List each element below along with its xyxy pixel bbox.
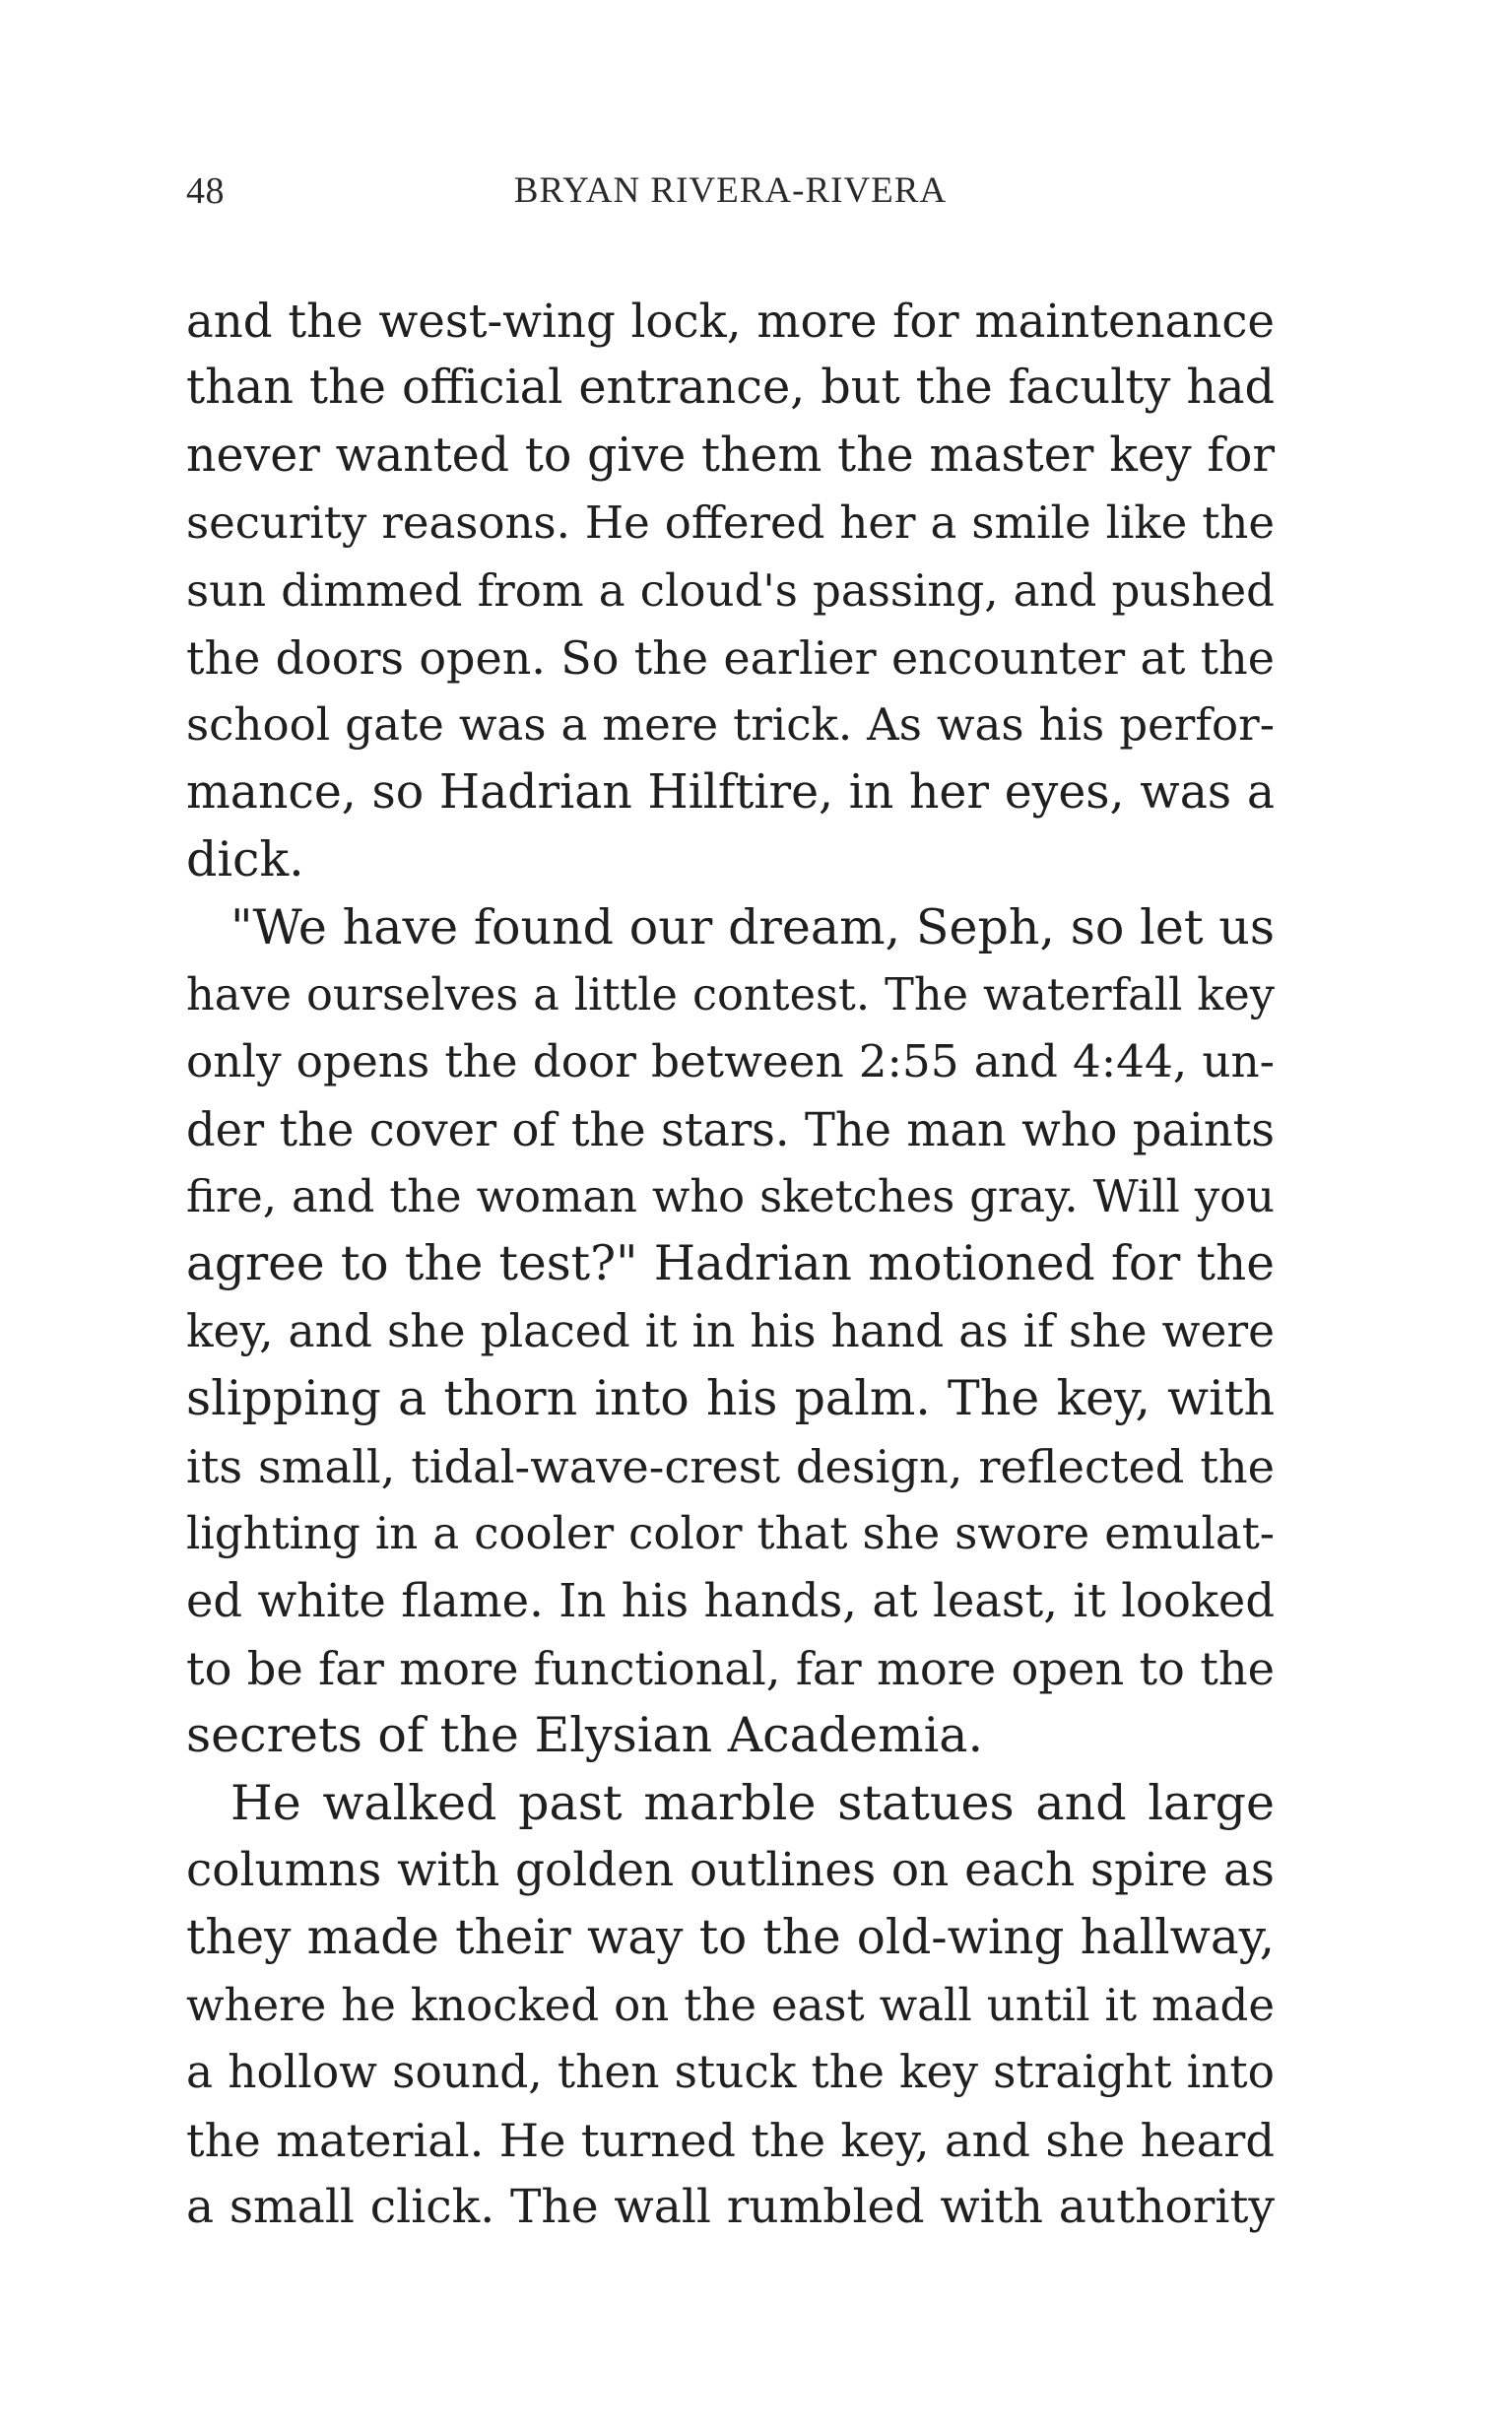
text-line: never wanted to give them the master key for [186, 428, 1275, 483]
text-line: secrets of the Elysian Academia. [186, 1707, 984, 1764]
text-line: and the west-wing lock, more for maintenance [186, 295, 1275, 348]
text-line: slipping a thorn into his palm. The key, with [186, 1370, 1275, 1427]
text-line: school gate was a mere trick. As was his perfor- [186, 698, 1275, 752]
text-line: have ourselves a little contest. The waterfall key [186, 968, 1275, 1020]
text-line: a small click. The wall rumbled with authority [186, 2179, 1275, 2234]
text-line: the material. He turned the key, and she heard [186, 2113, 1275, 2167]
text-line: dick. [186, 831, 304, 888]
text-line: mance, so Hadrian Hilftire, in her eyes, was a [186, 764, 1275, 820]
paragraph [186, 288, 1275, 894]
body-text [186, 288, 1275, 2241]
text-line: than the official entrance, but the faculty had [186, 361, 1275, 416]
running-title: BRYAN RIVERA-RIVERA [513, 170, 948, 211]
page-number: 48 [186, 170, 225, 212]
paragraph [186, 894, 1275, 1770]
text-line: He walked past marble statues and large [230, 1774, 1275, 1831]
text-line: lighting in a cooler color that she swore emulat- [186, 1507, 1275, 1560]
text-line: der the cover of the stars. The man who paints [186, 1102, 1275, 1156]
text-line: a hollow sound, then stuck the key straight into [186, 2046, 1275, 2099]
text-line: the doors open. So the earlier encounter at the [186, 630, 1275, 685]
text-line: they made their way to the old-wing hallway, [186, 1910, 1275, 1966]
paragraph [186, 1770, 1275, 2242]
text-line: to be far more functional, far more open to the [186, 1641, 1275, 1695]
text-line: sun dimmed from a cloud's passing, and pushed [186, 563, 1275, 617]
text-line: where he knocked on the east wall until it made [186, 1978, 1275, 2031]
text-line: security reasons. He offered her a smile like the [186, 496, 1275, 550]
text-line: key, and she placed it in his hand as if she were [186, 1304, 1275, 1357]
text-line: columns with golden outlines on each spire as [186, 1842, 1275, 1897]
text-line: only opens the door between 2:55 and 4:44, un- [186, 1035, 1275, 1088]
text-line: agree to the test?" Hadrian motioned for the [186, 1236, 1275, 1292]
text-line: its small, tidal-wave-crest design, reflected the [186, 1439, 1275, 1493]
text-line: fire, and the woman who sketches gray. Will you [186, 1170, 1275, 1223]
text-line: ed white flame. In his hands, at least, it looked [186, 1574, 1275, 1628]
running-head [186, 169, 1275, 217]
text-line: "We have found our dream, Seph, so let us [230, 898, 1275, 955]
